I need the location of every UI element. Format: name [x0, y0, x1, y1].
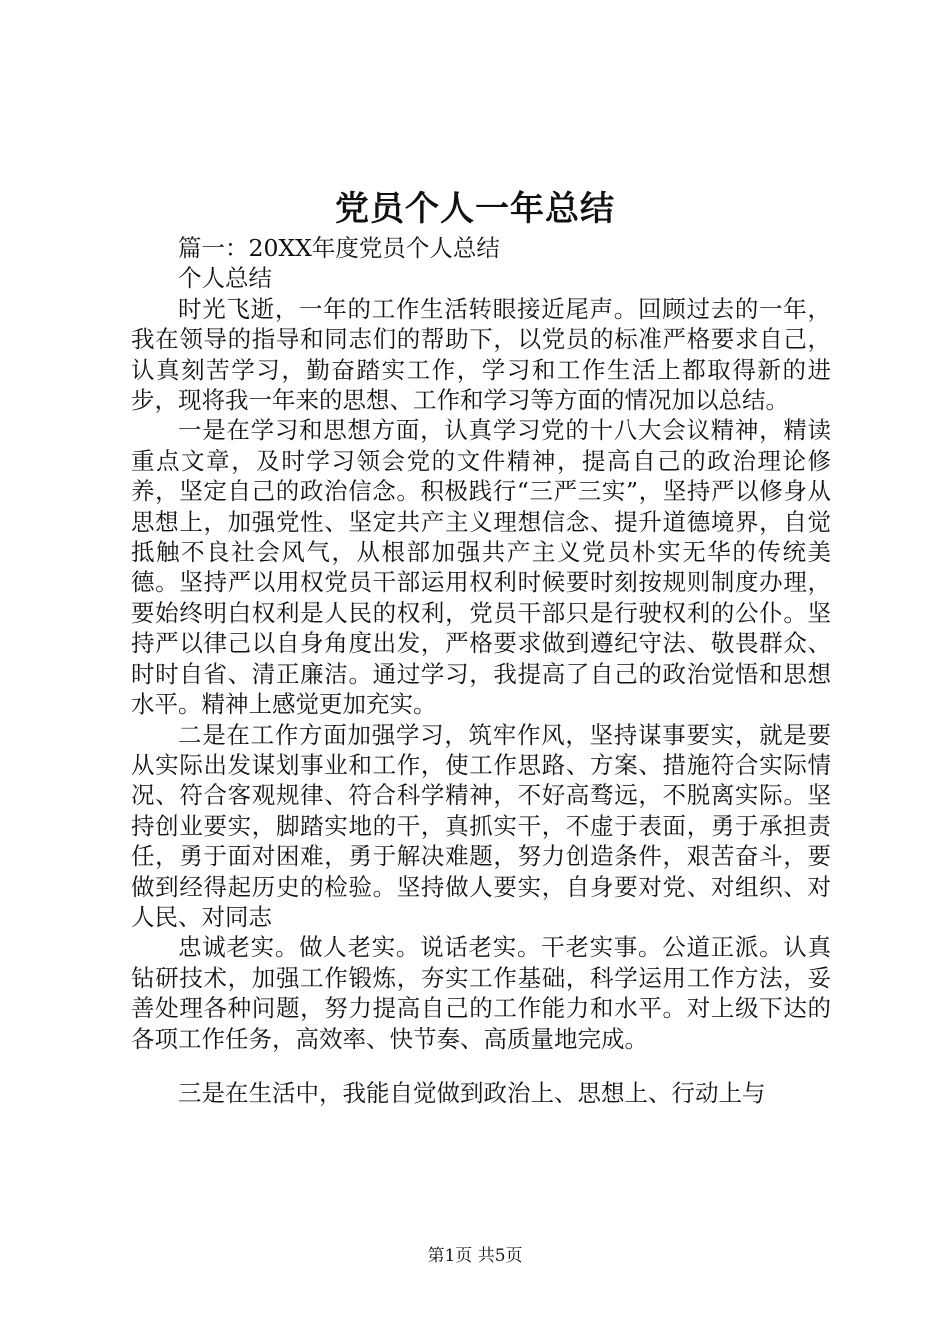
section-heading: 篇一：20XX年度党员个人总结	[178, 234, 500, 262]
paragraph-life: 三是在生活中，我能自觉做到政治上、思想上、行动上与	[178, 1078, 766, 1107]
paragraph-integrity: 忠诚老实。做人老实。说话老实。干老实事。公道正派。认真钻研技术，加强工作锻炼，夯实工作基础，科学运用工作方法，妥善处理各种问题，努力提高自己的工作能力和水平。对上级下达的各项工作任务，高效率、快节奏、高质量地完成。	[131, 933, 831, 1053]
document-body	[131, 233, 831, 1108]
document-title: 党员个人一年总结	[335, 189, 615, 229]
paragraph-study: 一是在学习和思想方面，认真学习党的十八大会议精神，精读重点文章，及时学习领会党的文件精神，提高自己的政治理论修养，坚定自己的政治信念。积极践行“三严三实”，坚持严以修身从思想上，加强党性、坚定共产主义理想信念、提升道德境界，自觉抵触不良社会风气，从根部加强共产主义党员朴实无华的传统美德。坚持严以用权党员干部运用权利时候要时刻按规则制度办理，要始终明白权利是人民的权利，党员干部只是行驶权利的公仆。坚持严以律己以自身角度出发，严格要求做到遵纪守法、敬畏群众、时时自省、清正廉洁。通过学习，我提高了自己的政治觉悟和思想水平。精神上感觉更加充实。	[131, 416, 831, 719]
subheading: 个人总结	[178, 264, 272, 293]
paragraph-work: 二是在工作方面加强学习，筑牢作风，坚持谋事要实，就是要从实际出发谋划事业和工作，使工作思路、方案、措施符合实际情况、符合客观规律、符合科学精神，不好高骛远，不脱离实际。坚持创业要实，脚踏实地的干，真抓实干，不虚于表面，勇于承担责任，勇于面对困难，勇于解决难题，努力创造条件，艰苦奋斗，要做到经得起历史的检验。坚持做人要实，自身要对党、对组织、对人民、对同志	[131, 720, 831, 931]
page-footer: 第1页 共5页	[427, 1246, 523, 1266]
paragraph-intro: 时光飞逝，一年的工作生活转眼接近尾声。回顾过去的一年，我在领导的指导和同志们的帮助下，以党员的标准严格要求自己，认真刻苦学习，勤奋踏实工作，学习和工作生活上都取得新的进步，现将我一年来的思想、工作和学习等方面的情况加以总结。	[131, 294, 831, 415]
